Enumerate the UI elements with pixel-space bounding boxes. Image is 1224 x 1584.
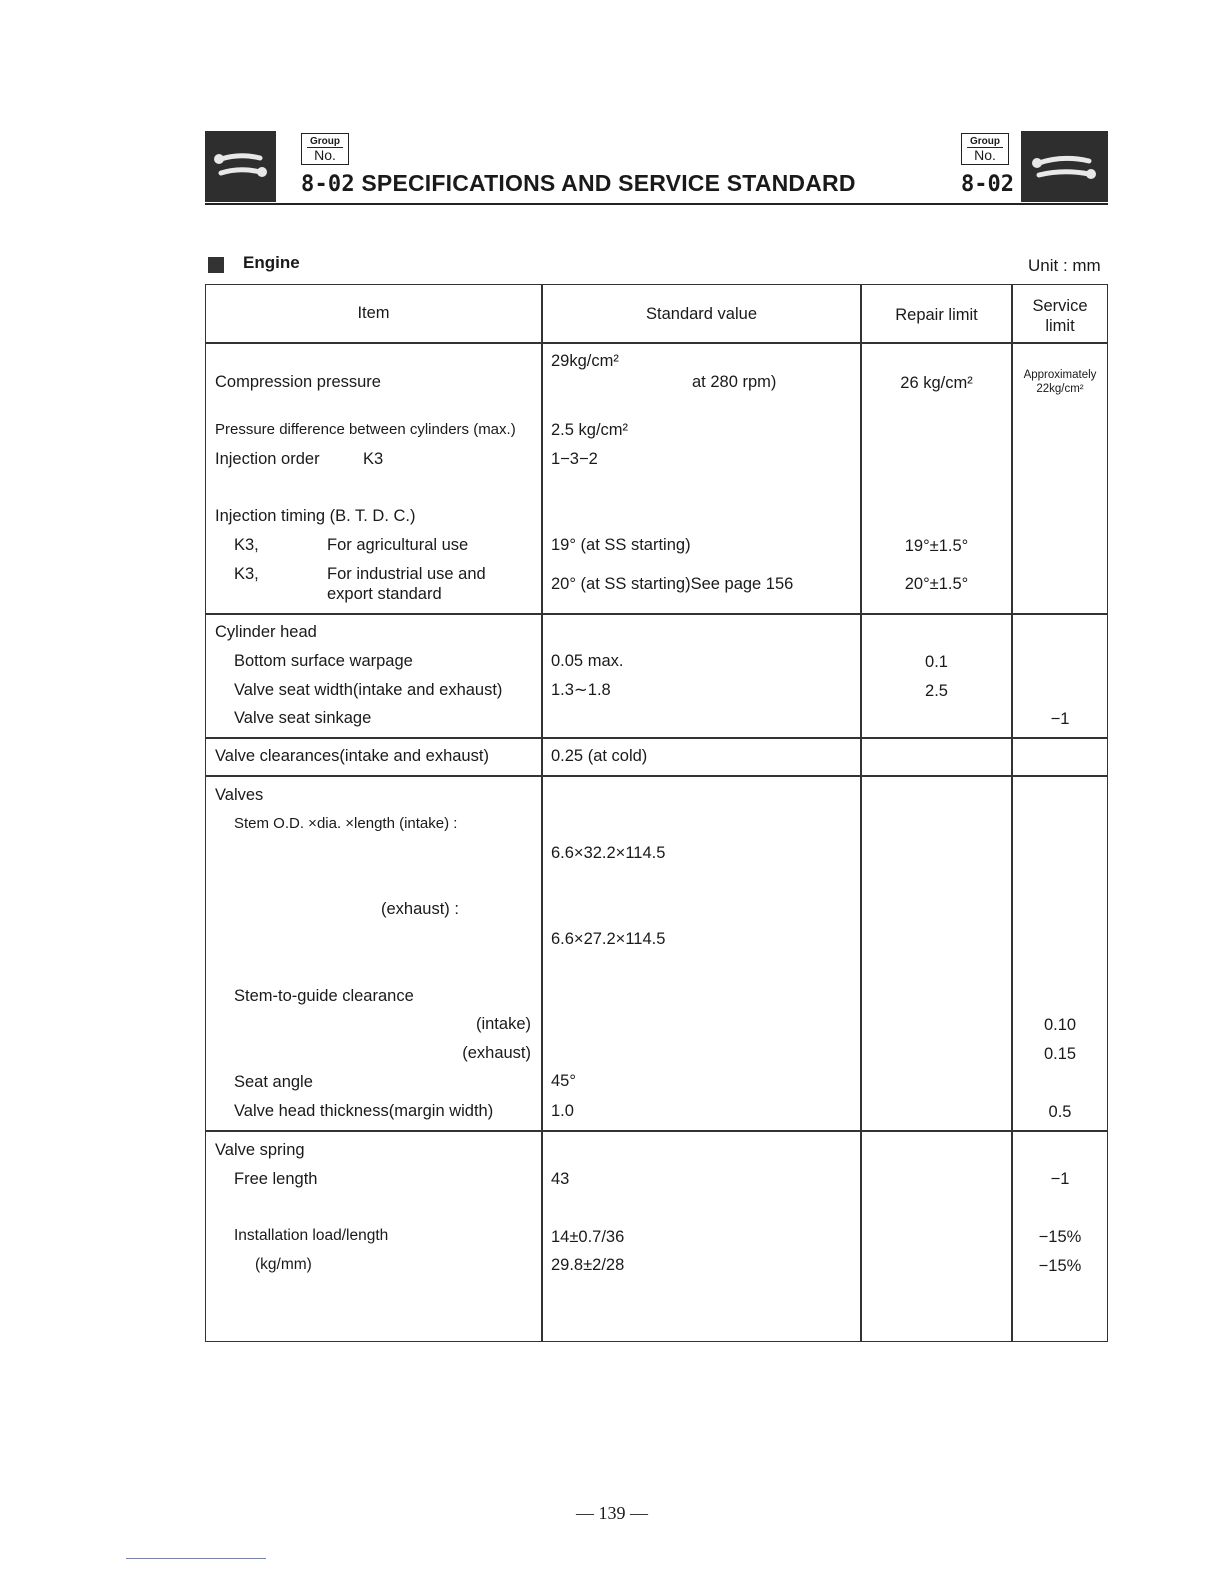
warpage-repair: 0.1 (925, 653, 948, 671)
row-divider (205, 775, 1108, 777)
timing-row1-model: K3, (234, 536, 259, 554)
page-number: — 139 — (576, 1503, 648, 1523)
guide-exhaust-label: (exhaust) (462, 1044, 531, 1062)
section-bullet-icon (208, 257, 224, 273)
group-label-right: Group (970, 136, 1000, 147)
page-title (301, 170, 856, 197)
pressure-diff-label: Pressure difference between cylinders (max.) (215, 421, 516, 438)
guide-intake-label: (intake) (475, 1015, 531, 1033)
sinkage-service: −1 (1050, 710, 1070, 728)
compression-service-1: Approximately (1023, 369, 1097, 381)
timing-row1-use: For agricultural use (327, 536, 469, 554)
valve-clearance-label: Valve clearances(intake and exhaust) (215, 747, 489, 765)
valves-label: Valves (215, 786, 264, 804)
timing-row2-use-1: For industrial use and (327, 565, 486, 583)
group-number-box (301, 133, 349, 165)
timing-row2-model: K3, (234, 565, 259, 583)
unit-label: Unit : mm (1028, 256, 1101, 275)
no-label: No. (307, 147, 343, 163)
seat-angle-std: 45° (551, 1072, 576, 1090)
stem-exhaust-std: 6.6×27.2×114.5 (551, 930, 666, 948)
install-label: Installation load/length (234, 1227, 389, 1244)
guide-intake-service: 0.10 (1043, 1016, 1077, 1034)
head-thickness-label: Valve head thickness(margin width) (234, 1102, 494, 1120)
injection-order-model: K3 (363, 450, 384, 468)
col-divider (860, 284, 862, 1342)
valve-spring-label: Valve spring (215, 1141, 305, 1159)
timing-row2-use-2: export standard (327, 585, 442, 603)
install-unit: (kg/mm) (255, 1256, 312, 1273)
warpage-std: 0.05 max. (551, 652, 624, 670)
free-length-std: 43 (551, 1170, 570, 1188)
group-number-box-right (961, 133, 1009, 165)
seat-angle-label: Seat angle (234, 1073, 313, 1091)
header-rule (205, 203, 1108, 205)
row-divider (205, 1130, 1108, 1132)
wrench-icon-right (1021, 131, 1108, 202)
col-header-service-1: Service (1032, 297, 1088, 315)
group-code-right: 8-02 (961, 172, 1014, 197)
col-header-standard: Standard value (646, 305, 757, 323)
sinkage-label: Valve seat sinkage (234, 709, 372, 727)
free-length-service: −1 (1050, 1170, 1070, 1188)
guide-label: Stem-to-guide clearance (234, 987, 414, 1005)
install-std-2: 29.8±2/28 (551, 1256, 625, 1274)
injection-timing-label: Injection timing (B. T. D. C.) (215, 507, 416, 525)
compression-label: Compression pressure (215, 373, 381, 391)
stem-label: Stem O.D. ×dia. ×length (intake) : (234, 815, 458, 832)
head-thickness-std: 1.0 (551, 1102, 574, 1120)
seat-width-repair: 2.5 (925, 682, 948, 700)
title-text: SPECIFICATIONS AND SERVICE STANDARD (361, 170, 856, 196)
group-label: Group (310, 136, 340, 147)
compression-repair: 26 kg/cm² (900, 374, 973, 392)
group-code: 8-02 (301, 172, 355, 197)
section-title: Engine (243, 253, 300, 272)
stem-intake-std: 6.6×32.2×114.5 (551, 844, 666, 862)
no-label-right: No. (967, 147, 1003, 163)
pressure-diff-std: 2.5 kg/cm² (551, 421, 629, 439)
timing-row1-repair: 19°±1.5° (904, 537, 969, 555)
timing-row2-std: 20° (at SS starting)See page 156 (551, 575, 794, 593)
compression-service (1014, 368, 1106, 396)
valve-clearance-std: 0.25 (at cold) (551, 747, 648, 765)
seat-width-label: Valve seat width(intake and exhaust) (234, 681, 503, 699)
compression-service-2: 22kg/cm² (1036, 383, 1084, 395)
install-service-2: −15% (1038, 1257, 1082, 1275)
install-service-1: −15% (1038, 1228, 1082, 1246)
col-header-item: Item (357, 304, 390, 322)
timing-row2-repair: 20°±1.5° (904, 575, 969, 593)
timing-row1-std: 19° (at SS starting) (551, 536, 691, 554)
col-divider (541, 284, 543, 1342)
footer-rule (126, 1558, 266, 1559)
cylinder-head-label: Cylinder head (215, 623, 317, 641)
warpage-label: Bottom surface warpage (234, 652, 413, 670)
injection-order-std: 1−3−2 (551, 450, 598, 468)
injection-order-label: Injection order (215, 450, 320, 468)
row-divider (205, 342, 1108, 344)
row-divider (205, 737, 1108, 739)
col-header-service-2: limit (1045, 317, 1075, 335)
compression-std-2: at 280 rpm) (692, 373, 777, 391)
row-divider (205, 613, 1108, 615)
wrench-icon (205, 131, 276, 202)
install-std-1: 14±0.7/36 (551, 1228, 625, 1246)
head-thickness-service: 0.5 (1048, 1103, 1072, 1121)
compression-std-1: 29kg/cm² (551, 352, 619, 370)
col-header-repair: Repair limit (895, 306, 978, 324)
spec-table (205, 284, 1108, 1342)
guide-exhaust-service: 0.15 (1043, 1045, 1077, 1063)
seat-width-std: 1.3∼1.8 (551, 681, 611, 699)
stem-exhaust-label: (exhaust) : (381, 900, 459, 918)
free-length-label: Free length (234, 1170, 318, 1188)
